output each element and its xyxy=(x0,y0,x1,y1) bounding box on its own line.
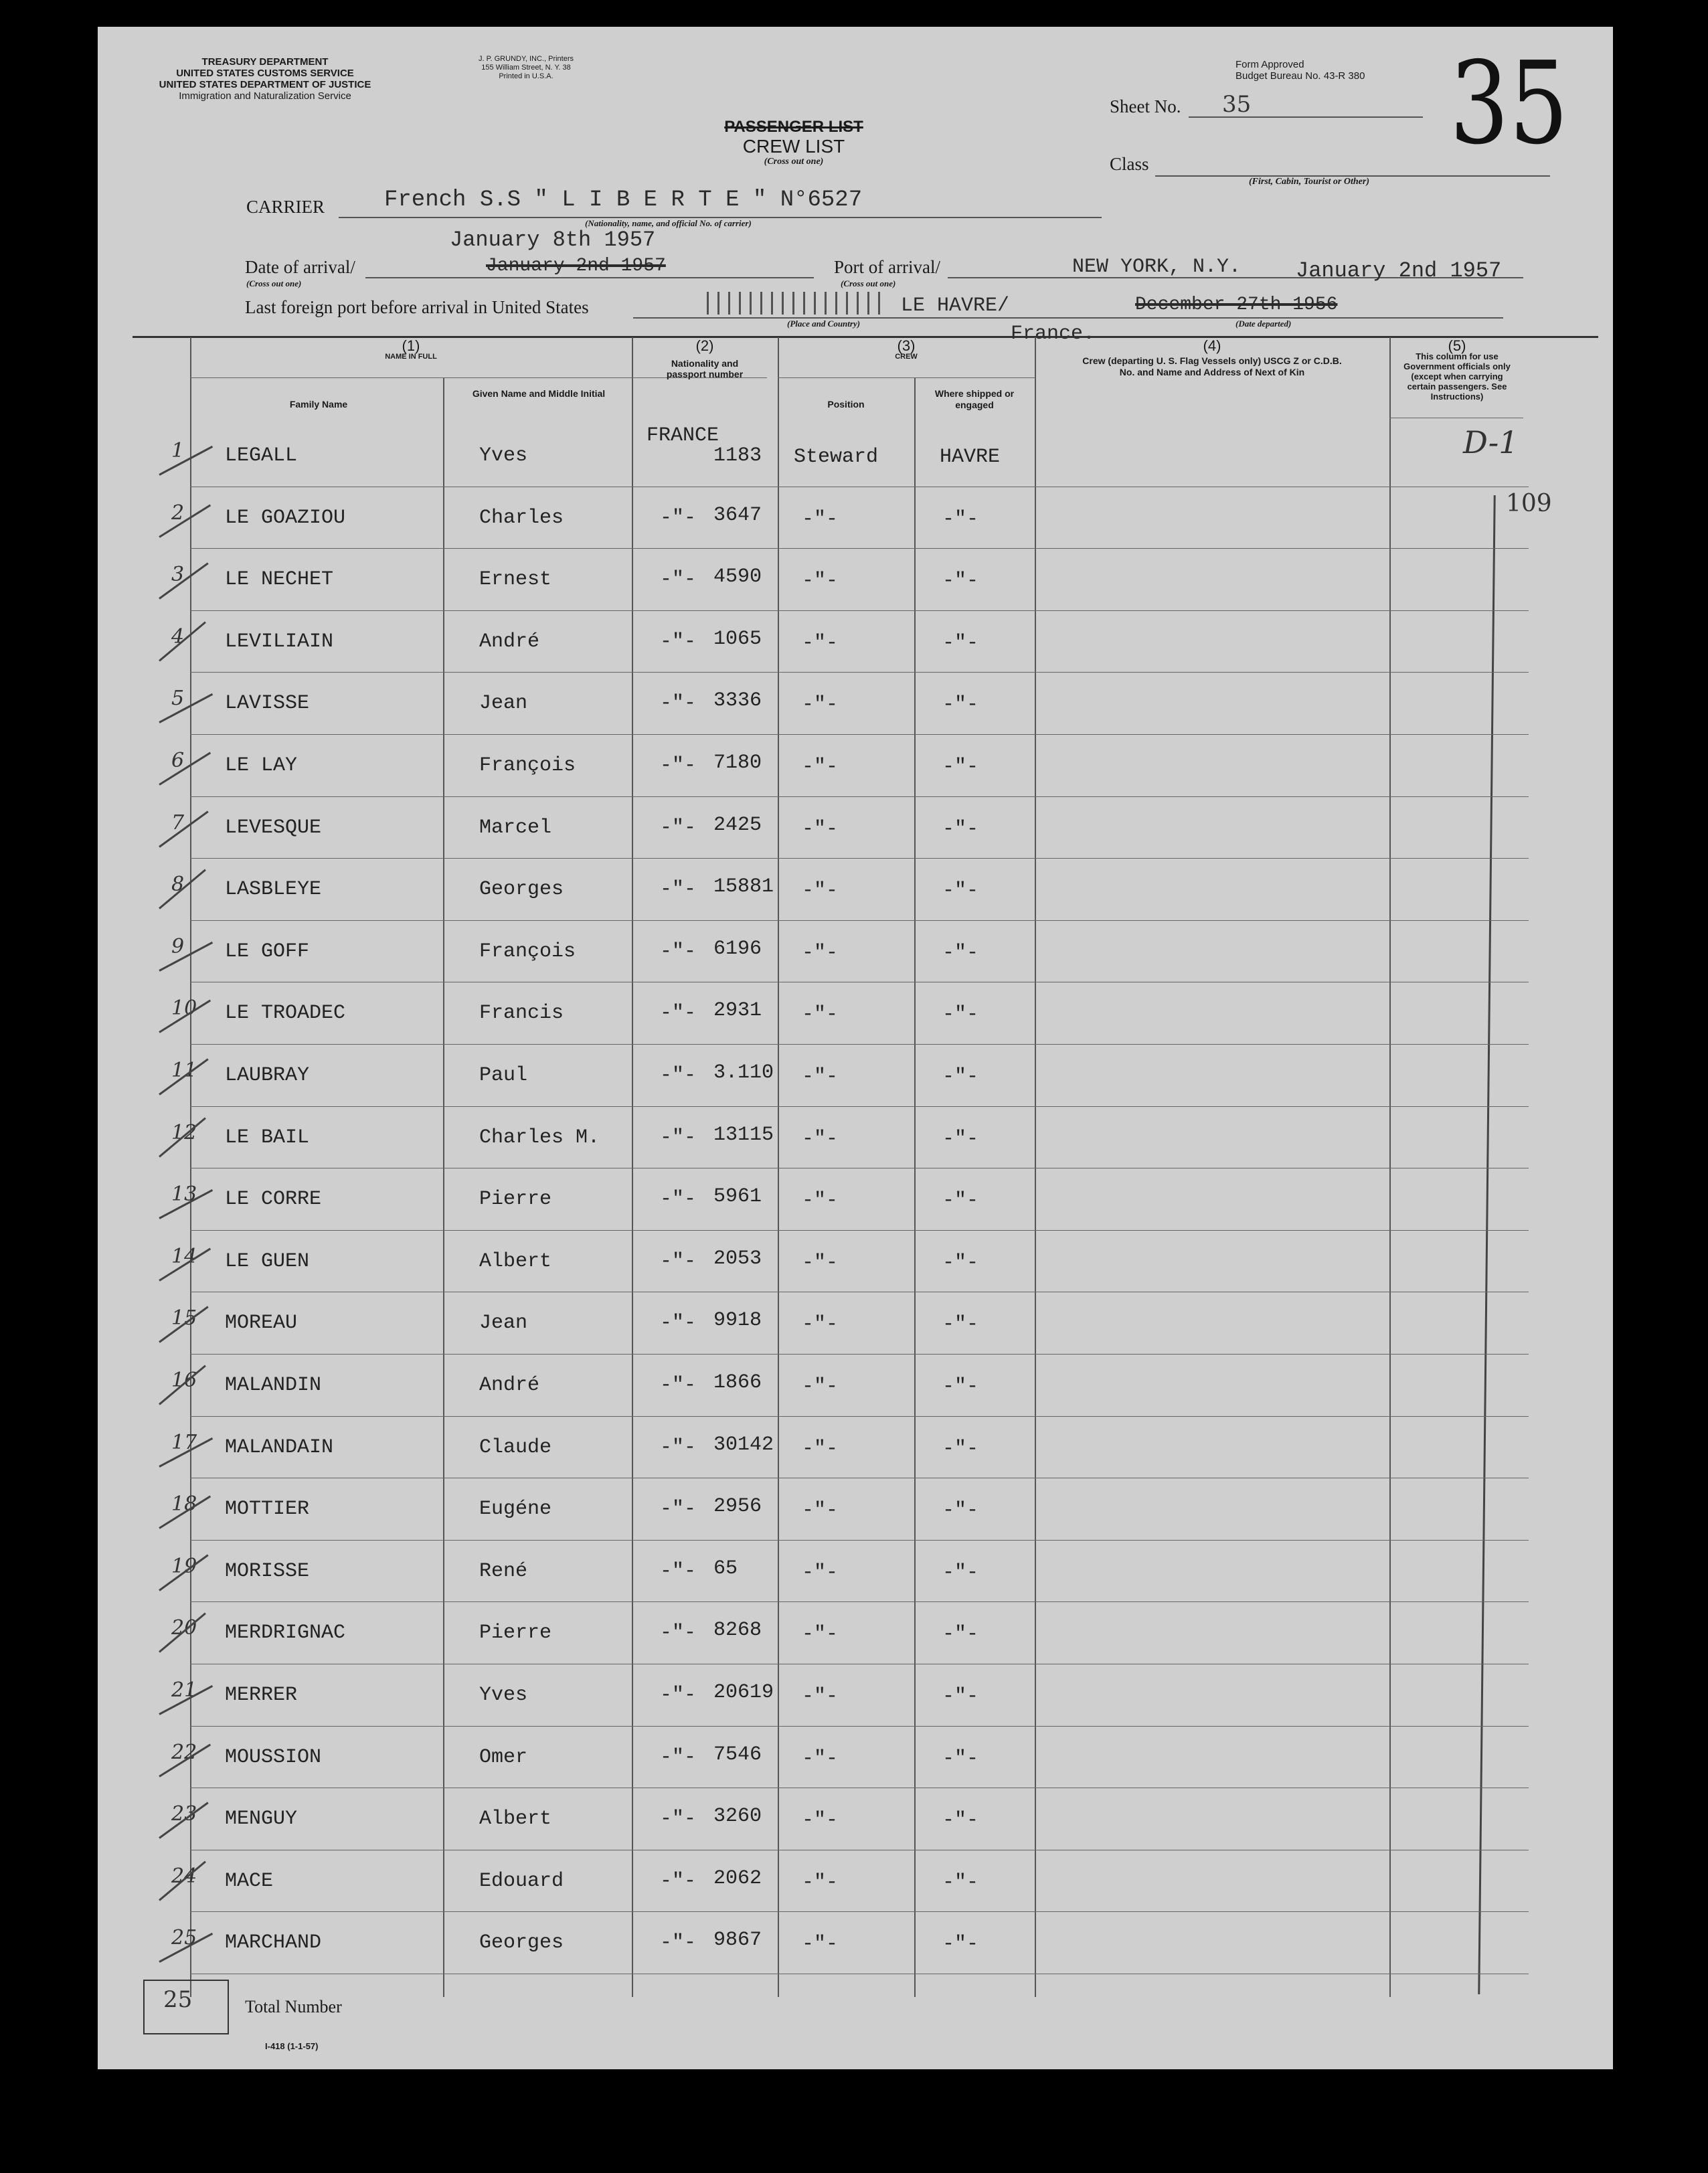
agency-block xyxy=(124,56,406,102)
agency-line-4: Immigration and Naturalization Service xyxy=(179,90,351,102)
family-name: MERRER xyxy=(225,1684,298,1707)
where-shipped: -"- xyxy=(942,756,979,778)
printer-line-1: J. P. GRUNDY, INC., Printers xyxy=(478,55,574,63)
col5-mark: D-1 xyxy=(1463,424,1519,460)
family-name: LE GOAZIOU xyxy=(225,506,346,529)
row-number: 11 xyxy=(171,1059,197,1082)
table-row xyxy=(98,1230,1613,1292)
family-name: MENGUY xyxy=(225,1808,298,1831)
table-row xyxy=(98,734,1613,796)
row-number: 1 xyxy=(171,439,185,462)
family-name: LEVILIAIN xyxy=(225,630,334,653)
total-value: 25 xyxy=(163,1986,193,2013)
check-mark xyxy=(159,942,213,972)
table-row xyxy=(98,1478,1613,1540)
passport-number: 2931 xyxy=(713,999,762,1023)
sheet-stamp-number: 35 xyxy=(1450,37,1569,170)
arrival-date-line xyxy=(365,277,814,278)
where-shipped: -"- xyxy=(942,1251,979,1274)
given-name: Edouard xyxy=(479,1869,564,1893)
passport-number: 8268 xyxy=(713,1619,762,1642)
nationality: -"- xyxy=(660,568,697,592)
table-row xyxy=(98,1726,1613,1788)
col5-count: 109 xyxy=(1506,490,1552,517)
agency-line-2: UNITED STATES CUSTOMS SERVICE xyxy=(176,68,354,79)
title-block xyxy=(667,118,921,167)
passport-number: 30142 xyxy=(713,1433,774,1456)
passport-number: 6196 xyxy=(713,937,762,960)
col4-title: Crew (departing U. S. Flag Vessels only) USCG Z or C.D.B. No. and Name and Address of Next of Kin xyxy=(1082,355,1342,377)
family-name: MOTTIER xyxy=(225,1498,310,1521)
row-number: 21 xyxy=(171,1678,197,1702)
given-name: René xyxy=(479,1559,528,1583)
agency-line-3: UNITED STATES DEPARTMENT OF JUSTICE xyxy=(159,79,371,90)
given-name: Albert xyxy=(479,1249,552,1273)
position: -"- xyxy=(802,1375,839,1398)
position: -"- xyxy=(802,693,839,717)
passport-number: 2053 xyxy=(713,1247,762,1270)
passport-number: 3336 xyxy=(713,689,762,713)
nationality: -"- xyxy=(660,1559,697,1583)
where-shipped: -"- xyxy=(942,631,979,655)
position: -"- xyxy=(802,817,839,841)
position: -"- xyxy=(802,1809,839,1832)
passport-number: 2062 xyxy=(713,1866,762,1890)
table-row xyxy=(98,1168,1613,1230)
given-name: André xyxy=(479,630,540,653)
col2-number: (2) xyxy=(695,337,714,354)
given-name: Francis xyxy=(479,1002,564,1025)
given-name: Marcel xyxy=(479,816,552,839)
position: -"- xyxy=(802,879,839,903)
where-shipped: -"- xyxy=(942,1809,979,1832)
given-name: André xyxy=(479,1374,540,1397)
row-number: 6 xyxy=(171,749,185,772)
family-name: LE LAY xyxy=(225,754,298,777)
table-row xyxy=(98,1416,1613,1478)
family-name: LE CORRE xyxy=(225,1188,322,1211)
table-row xyxy=(98,796,1613,859)
position: -"- xyxy=(802,1437,839,1460)
where-shipped: -"- xyxy=(942,1561,979,1584)
given-name: François xyxy=(479,940,576,963)
where-shipped: -"- xyxy=(942,817,979,841)
table-row xyxy=(98,1540,1613,1602)
row-number: 24 xyxy=(171,1864,197,1888)
col5-header xyxy=(1391,337,1523,402)
check-mark xyxy=(159,752,211,786)
class-hint: (First, Cabin, Tourist or Other) xyxy=(1249,177,1369,187)
row-number: 23 xyxy=(171,1802,197,1826)
row-number: 9 xyxy=(171,934,185,958)
check-mark xyxy=(159,693,213,723)
position: -"- xyxy=(802,1933,839,1956)
table-row xyxy=(98,1911,1613,1974)
table-row xyxy=(98,487,1613,549)
nationality: -"- xyxy=(660,816,697,839)
given-name: François xyxy=(479,754,576,777)
family-name: LEGALL xyxy=(225,444,298,467)
table-row xyxy=(98,920,1613,982)
table-row xyxy=(98,1664,1613,1726)
class-label: Class xyxy=(1110,154,1149,174)
family-name: MALANDIN xyxy=(225,1374,322,1397)
last-port-label: Last foreign port before arrival in United States xyxy=(245,297,589,317)
nationality: -"- xyxy=(660,630,697,653)
where-shipped: -"- xyxy=(942,570,979,593)
row-number: 25 xyxy=(171,1926,197,1950)
passport-number: 1866 xyxy=(713,1371,762,1394)
position: -"- xyxy=(802,756,839,778)
nationality: -"- xyxy=(660,754,697,777)
carrier-value: French S.S " L I B E R T E " N°6527 xyxy=(384,187,863,213)
position: -"- xyxy=(802,1871,839,1894)
passport-number: 15881 xyxy=(713,875,774,899)
given-name: Eugéne xyxy=(479,1498,552,1521)
carrier-hint: (Nationality, name, and official No. of carrier) xyxy=(585,218,752,228)
last-port-country: France. xyxy=(1011,323,1096,345)
row-number: 17 xyxy=(171,1430,197,1454)
given-name: Albert xyxy=(479,1808,552,1831)
nationality: -"- xyxy=(660,1498,697,1521)
position: -"- xyxy=(802,507,839,531)
where-shipped: -"- xyxy=(942,1065,979,1088)
title-crew-list: CREW LIST xyxy=(742,136,845,157)
title-struck: PASSENGER LIST xyxy=(724,118,863,136)
position: -"- xyxy=(802,1499,839,1523)
where-shipped: -"- xyxy=(942,1375,979,1398)
passport-number: 5961 xyxy=(713,1185,762,1209)
nationality: -"- xyxy=(660,878,697,901)
table-row xyxy=(98,1850,1613,1912)
passport-number: 2425 xyxy=(713,813,762,837)
given-name: Georges xyxy=(479,1931,564,1955)
col3-number: (3) xyxy=(897,337,916,354)
row-number: 16 xyxy=(171,1369,197,1392)
passport-number: 9867 xyxy=(713,1929,762,1952)
family-name: MALANDAIN xyxy=(225,1436,334,1459)
position: -"- xyxy=(802,1561,839,1584)
where-shipped: -"- xyxy=(942,1499,979,1523)
family-name: MERDRIGNAC xyxy=(225,1622,346,1645)
col3-header xyxy=(778,337,1035,363)
table-row xyxy=(98,1044,1613,1106)
col4-number: (4) xyxy=(1203,337,1221,354)
row-number: 4 xyxy=(171,624,185,648)
where-shipped: -"- xyxy=(942,507,979,531)
check-mark xyxy=(159,446,213,476)
col2-header xyxy=(633,337,776,379)
where-shipped: -"- xyxy=(942,1003,979,1027)
row-number: 14 xyxy=(171,1244,197,1268)
where-shipped: -"- xyxy=(942,1189,979,1213)
nationality: -"- xyxy=(660,940,697,963)
given-name: Pierre xyxy=(479,1188,552,1211)
given-name: Pierre xyxy=(479,1622,552,1645)
table-row xyxy=(98,1106,1613,1168)
where-shipped: -"- xyxy=(942,693,979,717)
col5-title: This column for use Government officials only (except when carrying certain passengers. See Instructions) xyxy=(1403,351,1511,402)
nationality: -"- xyxy=(660,1374,697,1397)
place-hint: (Place and Country) xyxy=(787,319,861,329)
nationality: -"- xyxy=(660,1312,697,1335)
last-port-line xyxy=(633,317,1503,319)
passport-number: 7546 xyxy=(713,1743,762,1766)
family-name: LE GOFF xyxy=(225,940,310,963)
position: -"- xyxy=(802,1127,839,1150)
family-name: LE NECHET xyxy=(225,568,334,592)
family-name: MOUSSION xyxy=(225,1745,322,1769)
port-value: NEW YORK, N.Y. xyxy=(1072,256,1242,278)
table-row xyxy=(98,548,1613,610)
table-row xyxy=(98,610,1613,673)
row-number: 5 xyxy=(171,687,185,711)
col3-subhead-rule xyxy=(778,377,1035,378)
given-name: Claude xyxy=(479,1436,552,1459)
passport-number: 3.110 xyxy=(713,1061,774,1084)
total-label: Total Number xyxy=(245,1997,342,2016)
table-row xyxy=(98,1601,1613,1664)
position: -"- xyxy=(802,1065,839,1088)
last-port-value: LE HAVRE/ xyxy=(901,294,1010,317)
col5-number: (5) xyxy=(1448,337,1466,354)
table-row xyxy=(98,672,1613,734)
nationality: -"- xyxy=(660,1869,697,1893)
nationality: -"- xyxy=(660,692,697,715)
printer-line-2: 155 William Street, N. Y. 38 xyxy=(481,64,571,72)
family-name: MARCHAND xyxy=(225,1931,322,1955)
nationality: -"- xyxy=(660,1745,697,1769)
position: -"- xyxy=(802,631,839,655)
col3-where-header: Where shipped or engaged xyxy=(934,388,1015,410)
where-shipped: -"- xyxy=(942,1685,979,1708)
where-shipped: -"- xyxy=(942,1871,979,1894)
table-row xyxy=(98,424,1613,487)
form-code: I-418 (1-1-57) xyxy=(265,2041,319,2051)
position: -"- xyxy=(802,570,839,593)
passport-number: 4590 xyxy=(713,566,762,589)
nationality: -"- xyxy=(660,1684,697,1707)
family-name: LAVISSE xyxy=(225,692,310,715)
given-name: Yves xyxy=(479,444,528,467)
row-number: 3 xyxy=(171,563,185,587)
row-number: 19 xyxy=(171,1554,197,1578)
family-name: LE TROADEC xyxy=(225,1002,346,1025)
row-number: 18 xyxy=(171,1492,197,1516)
family-name: MOREAU xyxy=(225,1312,298,1335)
col4-header xyxy=(1035,337,1389,378)
position: -"- xyxy=(802,1623,839,1646)
date-departed-hint: (Date departed) xyxy=(1235,319,1292,329)
where-shipped: -"- xyxy=(942,941,979,964)
given-name: Omer xyxy=(479,1745,528,1769)
port-date: January 2nd 1957 xyxy=(1296,258,1502,283)
passport-number: 7180 xyxy=(713,752,762,774)
nationality: -"- xyxy=(660,506,697,529)
passport-number: 65 xyxy=(713,1557,738,1580)
position: -"- xyxy=(802,1189,839,1213)
family-name: LE GUEN xyxy=(225,1249,310,1273)
where-shipped: -"- xyxy=(942,1747,979,1770)
given-name: Jean xyxy=(479,1312,528,1335)
row-number: 10 xyxy=(171,996,197,1021)
nationality: -"- xyxy=(660,1436,697,1459)
passport-number: 9918 xyxy=(713,1309,762,1332)
nationality: -"- xyxy=(660,1931,697,1955)
arrival-date-hint: (Cross out one) xyxy=(246,278,302,288)
table-row xyxy=(98,858,1613,920)
where-shipped: -"- xyxy=(942,1933,979,1956)
given-name: Yves xyxy=(479,1684,528,1707)
table-row xyxy=(98,1788,1613,1850)
printer-block xyxy=(446,55,606,81)
table-row xyxy=(98,1354,1613,1416)
nationality: -"- xyxy=(660,1126,697,1149)
col1-header xyxy=(190,337,632,363)
where-shipped: -"- xyxy=(942,1623,979,1646)
position: -"- xyxy=(802,1313,839,1336)
nationality: -"- xyxy=(660,1808,697,1831)
col1-title: NAME IN FULL xyxy=(385,353,437,361)
last-port-struck-text xyxy=(707,292,887,315)
family-name: MACE xyxy=(225,1869,274,1893)
row-number: 8 xyxy=(171,873,185,897)
given-name: Georges xyxy=(479,878,564,901)
crew-list-sheet xyxy=(98,27,1613,2069)
col3-title: CREW xyxy=(895,353,918,361)
where-shipped: -"- xyxy=(942,879,979,903)
row-number: 2 xyxy=(171,501,185,525)
form-approved: Form Approved xyxy=(1235,59,1304,70)
sheet-no-value: 35 xyxy=(1222,91,1252,118)
given-name: Charles M. xyxy=(479,1126,600,1149)
passport-number: 3260 xyxy=(713,1805,762,1828)
nationality: -"- xyxy=(660,1002,697,1025)
given-name: Jean xyxy=(479,692,528,715)
budget-bureau: Budget Bureau No. 43-R 380 xyxy=(1235,70,1365,82)
nationality: -"- xyxy=(660,1188,697,1211)
passport-number: 20619 xyxy=(713,1681,774,1704)
row-number: 7 xyxy=(171,810,185,835)
position: -"- xyxy=(802,1747,839,1770)
nationality: -"- xyxy=(660,1064,697,1087)
col2-title: Nationality and passport number xyxy=(666,358,744,379)
col1-family-header: Family Name xyxy=(289,399,348,410)
where-shipped: HAVRE xyxy=(940,446,1001,468)
col3-position-header: Position xyxy=(827,399,865,410)
where-shipped: -"- xyxy=(942,1437,979,1460)
port-label: Port of arrival/ xyxy=(834,257,940,277)
sheet-no-label: Sheet No. xyxy=(1110,96,1181,116)
nationality: FRANCE xyxy=(647,424,719,447)
given-name: Paul xyxy=(479,1064,528,1087)
row-number: 15 xyxy=(171,1306,197,1330)
arrival-date-struck: January 2nd 1957 xyxy=(486,256,666,276)
family-name: MORISSE xyxy=(225,1559,310,1583)
printer-line-3: Printed in U.S.A. xyxy=(499,72,553,80)
passport-number: 13115 xyxy=(713,1123,774,1146)
nationality: -"- xyxy=(660,1249,697,1273)
form-approved-block xyxy=(1235,59,1365,82)
row-number: 13 xyxy=(171,1183,197,1207)
col1-number: (1) xyxy=(402,337,420,354)
agency-line-1: TREASURY DEPARTMENT xyxy=(201,56,329,68)
where-shipped: -"- xyxy=(942,1313,979,1336)
col1-given-header: Given Name and Middle Initial xyxy=(472,388,606,399)
nationality: -"- xyxy=(660,1622,697,1645)
row-number: 12 xyxy=(171,1120,197,1144)
port-hint: (Cross out one) xyxy=(841,278,896,288)
given-name: Ernest xyxy=(479,568,552,592)
position: -"- xyxy=(802,1251,839,1274)
where-shipped: -"- xyxy=(942,1127,979,1150)
arrival-date-label: Date of arrival/ xyxy=(245,257,355,277)
row-number: 20 xyxy=(171,1616,197,1640)
date-departed-struck: December 27th 1956 xyxy=(1135,294,1338,315)
row-number: 22 xyxy=(171,1740,197,1764)
position: -"- xyxy=(802,1003,839,1027)
passport-number: 2956 xyxy=(713,1495,762,1518)
position: -"- xyxy=(802,941,839,964)
table-row xyxy=(98,1292,1613,1354)
family-name: LE BAIL xyxy=(225,1126,310,1149)
carrier-label: CARRIER xyxy=(246,197,325,217)
table-row xyxy=(98,982,1613,1044)
position: -"- xyxy=(802,1685,839,1708)
passport-number: 1183 xyxy=(713,444,762,467)
table-top-rule xyxy=(133,336,1598,338)
given-name: Charles xyxy=(479,506,564,529)
family-name: LEVESQUE xyxy=(225,816,322,839)
check-mark xyxy=(159,504,211,537)
passport-number: 1065 xyxy=(713,627,762,650)
family-name: LASBLEYE xyxy=(225,878,322,901)
title-hint: (Cross out one) xyxy=(764,157,824,167)
passport-number: 3647 xyxy=(713,503,762,527)
family-name: LAUBRAY xyxy=(225,1064,310,1087)
arrival-date-above: January 8th 1957 xyxy=(450,228,656,252)
position: Steward xyxy=(794,446,879,468)
